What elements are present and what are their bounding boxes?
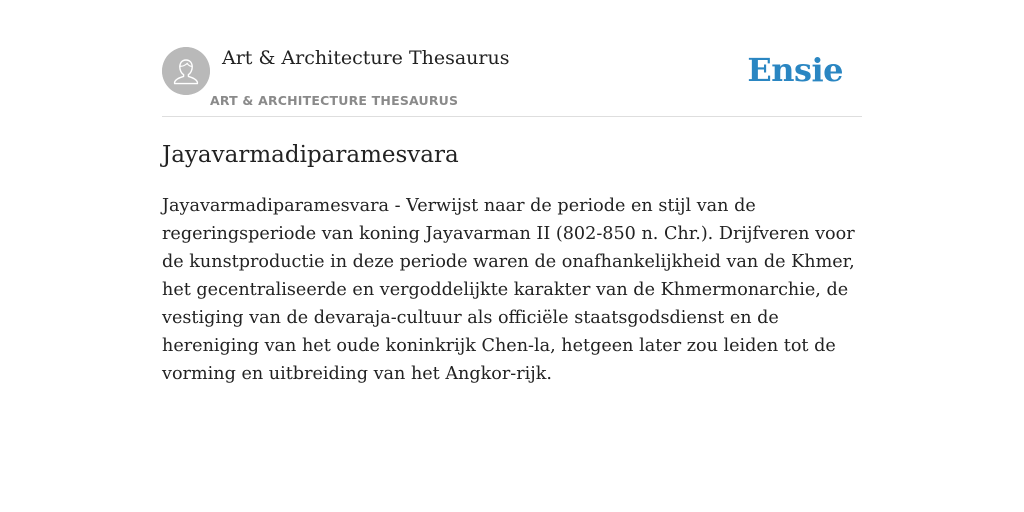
source-title[interactable]: Art & Architecture Thesaurus [222,47,510,69]
entry-header [162,0,862,117]
source-avatar[interactable] [162,47,210,95]
page-container [162,0,862,384]
ensie-logo[interactable]: Ensie [747,51,843,89]
entry-definition: Jayavarmadiparamesvara - Verwijst naar de periode en stijl van de regeringsperiode van koning Jayavarman II (802-850 n. Chr.). Drijfveren voor de kunstproductie in deze periode waren de onafhankelijkheid van de Khmer, het gecentraliseerde en vergoddelijkte karakter van de Khmermonarchie, de vestiging van de devaraja-cultuur als officiële staatsgodsdienst en de hereniging van het oude koninkrijk Chen-la, hetgeen later zou leiden tot de vorming en uitbreiding van het Angkor-rijk. [162,196,855,384]
source-subtitle[interactable]: ART & ARCHITECTURE THESAURUS [210,93,459,108]
entry-title: Jayavarmadiparamesvara [162,142,459,168]
user-silhouette-icon [162,47,210,95]
